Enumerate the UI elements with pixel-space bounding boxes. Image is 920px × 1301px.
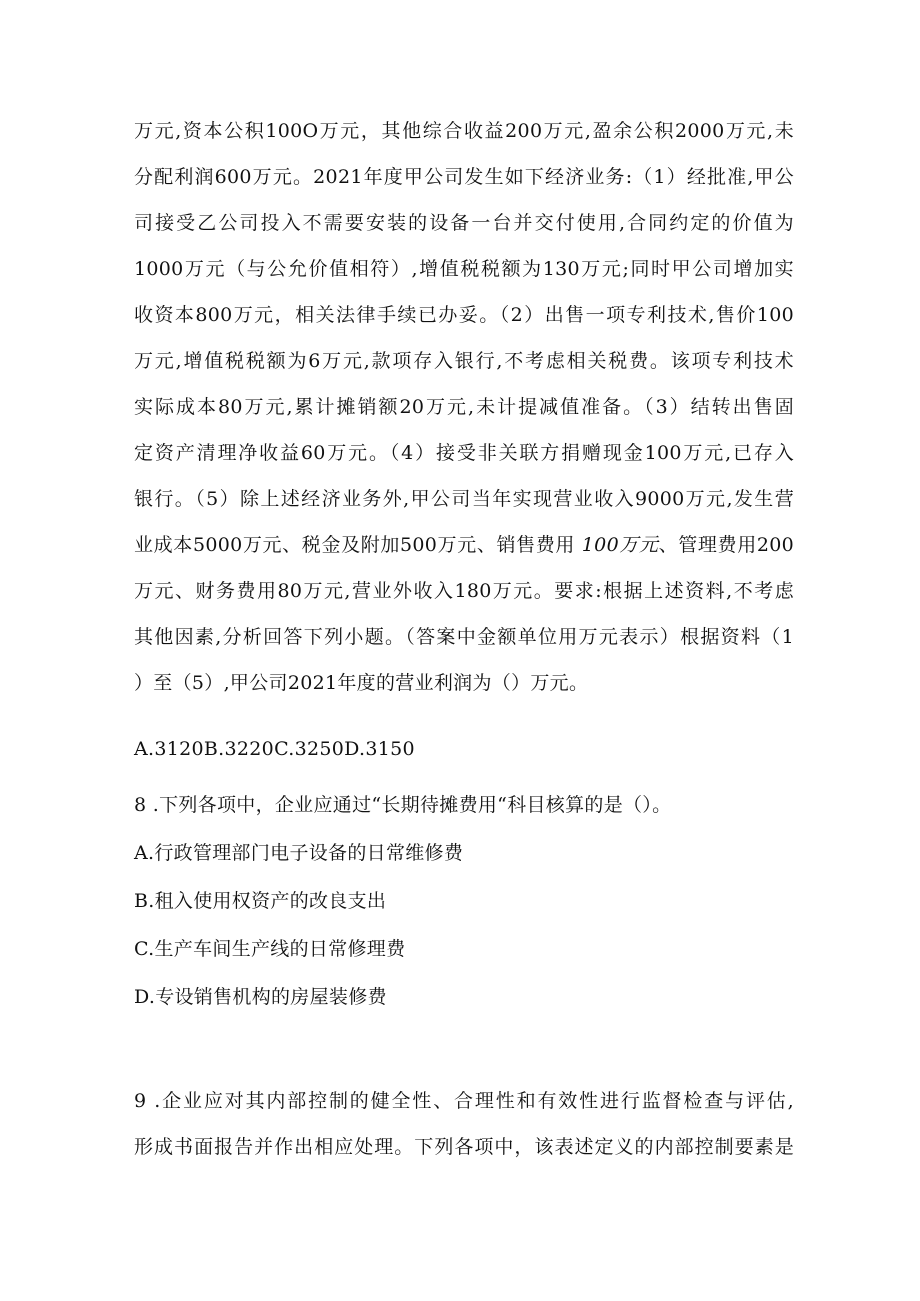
q7-line-13: ）至（5）,甲公司2021年度的营业利润为（）万元。 (134, 672, 589, 694)
q9-line-2: 形成书面报告并作出相应处理。下列各项中，该表述定义的内部控制要素是 (134, 1136, 794, 1158)
q7-options: A.3120B.3220C.3250D.3150 (134, 738, 415, 760)
q8-option-d: D.专设销售机构的房屋装修费 (134, 986, 387, 1008)
q7-line-10-italic: 100万元 (581, 534, 659, 556)
q7-line-3: 司接受乙公司投入不需要安装的设备一台并交付使用,合同约定的价值为 (134, 212, 794, 234)
q7-line-7: 实际成本80万元,累计摊销额20万元,未计提减值准备。（3）结转出售固 (134, 396, 794, 418)
q8-option-b: B.租入使用权资产的改良支出 (134, 890, 387, 912)
q7-line-1: 万元,资本公积100O万元，其他综合收益200万元,盈余公积2000万元,未 (134, 120, 794, 142)
q7-line-10-part-a: 业成本5000万元、税金及附加500万元、销售费用 (134, 534, 576, 556)
q7-line-12: 其他因素,分析回答下列小题。（答案中金额单位用万元表示）根据资料（1 (134, 626, 794, 648)
q7-line-10-part-c: 、管理费用200 (658, 534, 794, 556)
q7-line-11: 万元、财务费用80万元,营业外收入180万元。要求:根据上述资料,不考虑 (134, 580, 794, 602)
q7-line-10 (134, 522, 794, 568)
q7-line-6: 万元,增值税税额为6万元,款项存入银行,不考虑相关税费。该项专利技术 (134, 350, 794, 372)
q8-option-c: C.生产车间生产线的日常修理费 (134, 938, 406, 960)
q7-line-5: 收资本800万元，相关法律手续已办妥。（2）出售一项专利技术,售价100 (134, 304, 794, 326)
q8-stem: 8 .下列各项中，企业应通过“长期待摊费用“科目核算的是（）。 (134, 794, 672, 816)
q7-line-4: 1000万元（与公允价值相符）,增值税税额为130万元;同时甲公司增加实 (134, 258, 794, 280)
question-9-body (134, 1078, 794, 1170)
q9-line-1: 9 .企业应对其内部控制的健全性、合理性和有效性进行监督检查与评估, (134, 1090, 794, 1112)
q8-option-a: A.行政管理部门电子设备的日常维修费 (134, 842, 464, 864)
q7-line-8: 定资产清理净收益60万元。（4）接受非关联方捐赠现金100万元,已存入 (134, 442, 794, 464)
q7-line-9: 银行。（5）除上述经济业务外,甲公司当年实现营业收入9000万元,发生营 (134, 488, 794, 510)
q7-line-2: 分配利润600万元。2021年度甲公司发生如下经济业务:（1）经批准,甲公 (134, 166, 794, 188)
question-7-body (134, 108, 794, 706)
